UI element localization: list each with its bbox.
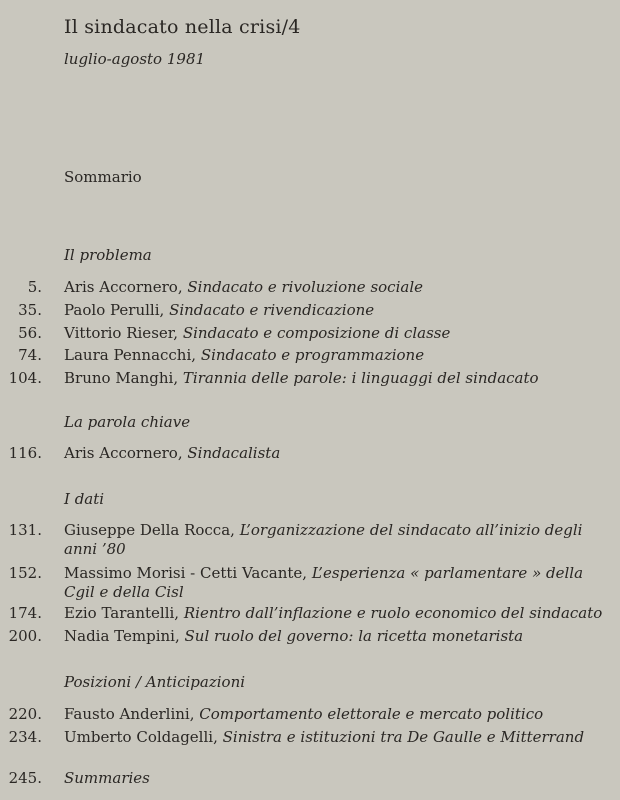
author: Laura Pennacchi, xyxy=(64,346,197,364)
author: Aris Accornero, xyxy=(64,278,183,296)
author: Massimo Morisi - Cetti Vacante, xyxy=(64,564,308,582)
work-title: Comportamento elettorale e mercato politico xyxy=(199,705,544,723)
page-number: 35. xyxy=(18,301,42,319)
entry-text xyxy=(64,627,609,646)
work-title: Sindacato e programmazione xyxy=(200,346,425,364)
section-heading-i-dati: I dati xyxy=(64,490,105,508)
page-number: 74. xyxy=(18,346,42,364)
work-title: L’organizzazione del sindacato all’inizio degli anni ’80 xyxy=(64,521,583,558)
entry-text xyxy=(64,728,609,747)
page-number: 174. xyxy=(8,604,42,622)
work-title: Sinistra e istituzioni tra De Gaulle e Mitterrand xyxy=(222,728,585,746)
entry-text xyxy=(64,324,609,343)
entry-text xyxy=(64,521,609,559)
work-title: Sindacato e composizione di classe xyxy=(182,324,451,342)
entry-text xyxy=(64,346,609,365)
entry-text xyxy=(64,444,609,463)
page-number: 220. xyxy=(8,705,42,723)
page-number: 56. xyxy=(18,324,42,342)
page-title: Il sindacato nella crisi/4 xyxy=(64,16,301,38)
entry-text xyxy=(64,705,609,724)
work-title: Sindacato e rivoluzione sociale xyxy=(187,278,423,296)
author: Fausto Anderlini, xyxy=(64,705,195,723)
issue-date: luglio-agosto 1981 xyxy=(64,50,206,68)
entry-text xyxy=(64,604,609,623)
author: Paolo Perulli, xyxy=(64,301,165,319)
author: Giuseppe Della Rocca, xyxy=(64,521,235,539)
work-title: Sindacalista xyxy=(187,444,281,462)
section-heading-la-parola-chiave: La parola chiave xyxy=(64,413,191,431)
page-number: 234. xyxy=(8,728,42,746)
entry-text xyxy=(64,564,609,602)
work-title: L’esperienza « parlamentare » della Cgil e della Cisl xyxy=(64,564,584,601)
section-heading-il-problema: Il problema xyxy=(64,246,152,264)
page-number: 152. xyxy=(8,564,42,582)
work-title: Tirannia delle parole: i linguaggi del sindacato xyxy=(182,369,539,387)
author: Ezio Tarantelli, xyxy=(64,604,180,622)
work-title: Sindacato e rivendicazione xyxy=(169,301,375,319)
author: Umberto Coldagelli, xyxy=(64,728,218,746)
section-heading-posizioni-anticipazioni: Posizioni / Anticipazioni xyxy=(64,673,246,691)
work-title: Sul ruolo del governo: la ricetta monetarista xyxy=(184,627,524,645)
page-number: 245. xyxy=(8,769,42,787)
entry-text xyxy=(64,369,609,388)
entry-text xyxy=(64,301,609,320)
entry-text xyxy=(64,769,609,788)
entry-text xyxy=(64,278,609,297)
author: Vittorio Rieser, xyxy=(64,324,179,342)
author: Nadia Tempini, xyxy=(64,627,180,645)
page-number: 116. xyxy=(8,444,42,462)
page-number: 131. xyxy=(8,521,42,539)
summary-heading: Sommario xyxy=(64,168,142,186)
page-number: 104. xyxy=(8,369,42,387)
work-title: Rientro dall’inflazione e ruolo economico del sindacato xyxy=(183,604,603,622)
author: Bruno Manghi, xyxy=(64,369,179,387)
page-number: 5. xyxy=(27,278,42,296)
page-number: 200. xyxy=(8,627,42,645)
author: Aris Accornero, xyxy=(64,444,183,462)
work-title: Summaries xyxy=(64,769,150,787)
